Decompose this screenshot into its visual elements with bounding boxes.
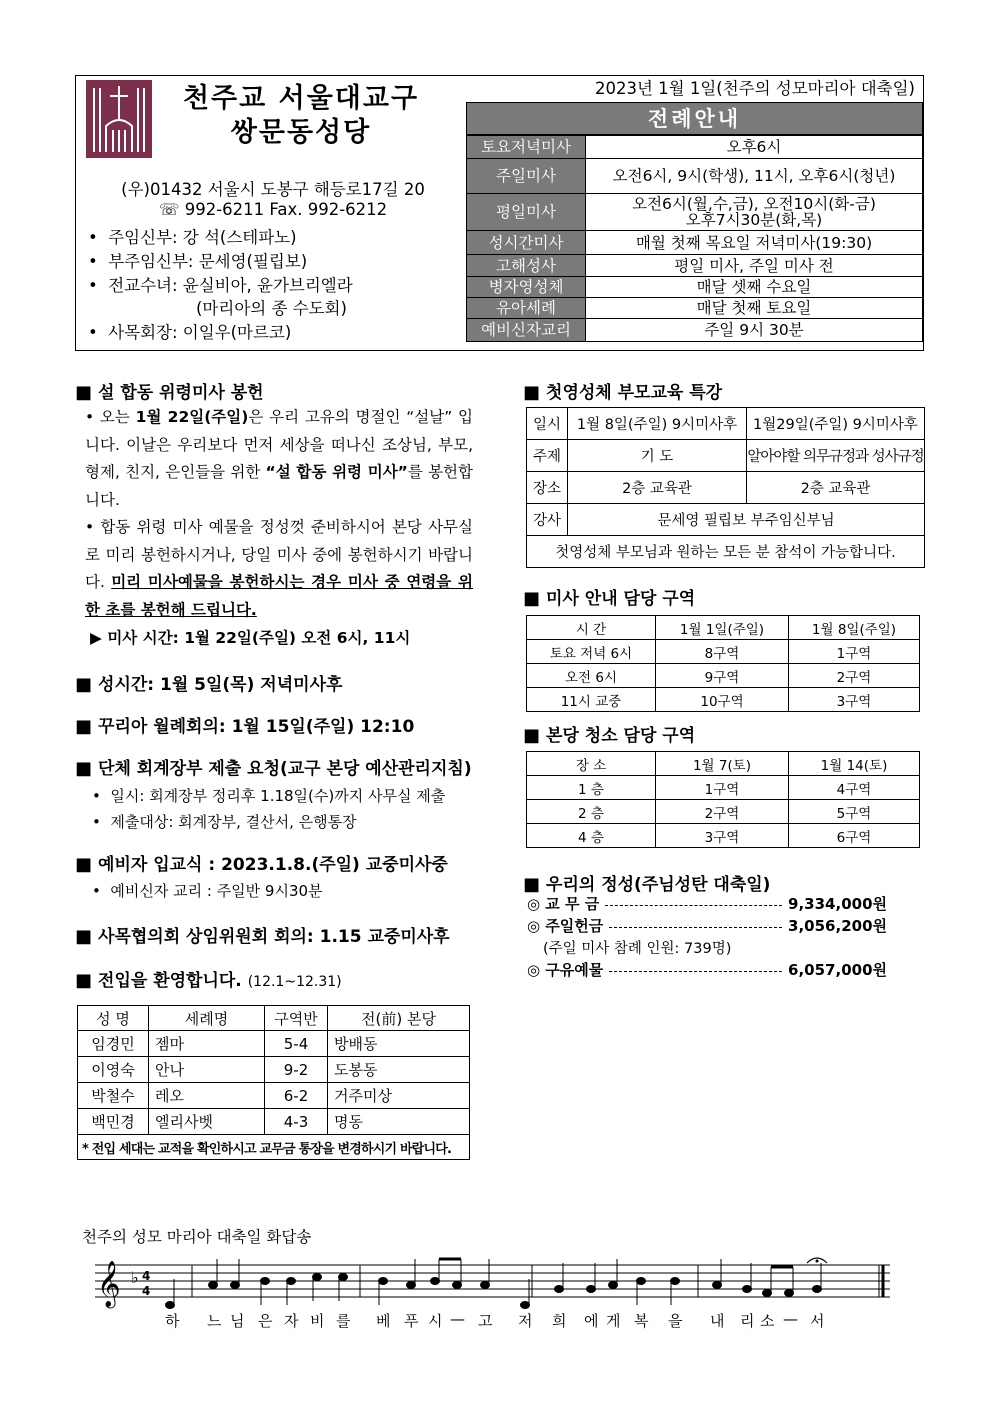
church-name: [176, 82, 426, 150]
lyric-syllable: 내: [710, 1312, 725, 1330]
cell: 안나: [149, 1057, 265, 1083]
offering-value: 6,057,000원: [788, 961, 887, 979]
col-header: 장 소: [527, 752, 656, 776]
lyric-syllable: 게: [606, 1312, 621, 1330]
col-header: 1월 14(토): [789, 752, 920, 776]
church-name-line1: 천주교 서울대교구: [182, 83, 420, 114]
liturgy-value: 오후6시: [586, 136, 923, 159]
text-run-bold: 1월 22일(주일): [135, 408, 249, 426]
lyric-syllable: 희: [552, 1312, 567, 1330]
cell: 5-4: [265, 1031, 328, 1057]
bullet-text: 일시: 회계장부 정리후 1.18일(수)까지 사무실 제출: [110, 787, 446, 805]
flat-icon: ♭: [131, 1268, 139, 1287]
lyrics-line: [95, 1310, 895, 1332]
section-holy-hour-text: 성시간: 1월 5일(목) 저녁미사후: [98, 675, 343, 695]
liturgy-value: 매달 첫째 토요일: [586, 298, 923, 319]
welcome-period: (12.1~12.31): [247, 974, 342, 990]
welcome-note: * 전입 세대는 교적을 확인하시고 교무금 통장을 변경하시기 바랍니다.: [78, 1135, 470, 1160]
staff-3-text: 전교수녀: 윤실비아, 윤가브리엘라: [108, 276, 353, 295]
leader-dots: [609, 927, 782, 928]
section-lunar-mass-text: 설 합동 위령미사 봉헌: [98, 383, 264, 403]
liturgy-value-line1: 오전6시(월,수,금), 오전10시(화-금): [632, 195, 876, 213]
text-run: • 합동 위령 미사 예물을 정성껏 준비하시어 본당 사무실로 미리 봉헌하시거나, 당일 미사 중에 봉헌하시기 바랍니다.: [85, 518, 473, 591]
section-mass-guide-text: 미사 안내 담당 구역: [546, 589, 696, 609]
section-welcome: ■ 전입을 환영합니다. (12.1~12.31): [75, 970, 342, 991]
phone: ☏ 992-6211 Fax. 992-6212: [158, 200, 388, 219]
offering-row-2: [527, 915, 887, 936]
cell: 레오: [149, 1083, 265, 1109]
catechumen-bullet: • 예비신자 교리 : 주일반 9시30분: [92, 882, 323, 900]
lyric-syllable: —: [450, 1310, 465, 1328]
section-cleaning-text: 본당 청소 담당 구역: [546, 726, 696, 746]
lyric-syllable: 님: [230, 1312, 245, 1330]
text-run: 를 봉헌합니다.: [85, 463, 473, 509]
cell: 백민경: [78, 1109, 149, 1135]
cell: 박철수: [78, 1083, 149, 1109]
offering-label: ◎ 구유예물: [527, 961, 604, 979]
staff-2: • 부주임신부: 문세영(필립보): [88, 252, 308, 271]
liturgy-value: 매달 셋째 수요일: [586, 277, 923, 298]
section-catechumen-text: 예비자 입교식 : 2023.1.8.(주일) 교중미사중: [98, 855, 448, 875]
col-header: 성 명: [78, 1006, 149, 1031]
cell: 오전 6시: [527, 664, 656, 688]
music-staff: [95, 1255, 895, 1315]
cell: 3구역: [656, 824, 789, 848]
cell: 11시 교중: [527, 688, 656, 712]
lyric-syllable: 자: [284, 1312, 299, 1330]
cell: 2구역: [789, 664, 920, 688]
col-header: 구역반: [265, 1006, 328, 1031]
cell: 문세영 필립보 부주임신부님: [568, 504, 925, 536]
offering-value: 9,334,000원: [788, 895, 887, 913]
liturgy-value: 오전6시, 9시(학생), 11시, 오후6시(청년): [586, 159, 923, 194]
section-accounts-text: 단체 회계장부 제출 요청(교구 본당 예산관리지침): [98, 759, 472, 779]
cell: 6구역: [789, 824, 920, 848]
cell: 2층 교육관: [568, 472, 747, 504]
liturgy-value: 매월 첫째 목요일 저녁미사(19:30): [586, 231, 923, 255]
header-box: [75, 75, 924, 351]
cell: 4구역: [789, 776, 920, 800]
col-header: 1월 7(토): [656, 752, 789, 776]
cell: 알아야할 의무규정과 성사규정: [747, 440, 925, 472]
section-council: ■ 사목협의회 상임위원회 회의: 1.15 교중미사후: [75, 926, 450, 947]
section-offering-text: 우리의 정성(주님성탄 대축일): [546, 875, 771, 895]
cell: 거주미상: [328, 1083, 470, 1109]
lyric-syllable: 소: [760, 1312, 775, 1330]
section-cleaning: ■ 본당 청소 담당 구역: [523, 725, 696, 746]
section-catechumen: ■ 예비자 입교식 : 2023.1.8.(주일) 교중미사중: [75, 854, 448, 875]
offering-attendance: (주일 미사 참례 인원: 739명): [543, 941, 732, 957]
lyric-syllable: —: [783, 1310, 798, 1328]
section-holy-hour: ■ 성시간: 1월 5일(목) 저녁미사후: [75, 674, 343, 695]
offering-row-3: [527, 959, 887, 980]
liturgy-label: 고해성사: [467, 255, 586, 277]
liturgy-value: 평일 미사, 주일 미사 전: [586, 255, 923, 277]
row-label: 주제: [527, 440, 568, 472]
liturgy-label: 평일미사: [467, 194, 586, 231]
section-curia: ■ 꾸리아 월례회의: 1월 15일(주일) 12:10: [75, 716, 415, 737]
lunar-mass-paragraph-2: [85, 514, 473, 624]
liturgy-title: 전례안내: [466, 102, 923, 135]
staff-4-text: 사목회장: 이일우(마르코): [108, 323, 292, 342]
lyric-syllable: 을: [668, 1312, 683, 1330]
staff-3b: (마리아의 종 수도회): [196, 299, 347, 318]
liturgy-label: 예비신자교리: [467, 319, 586, 342]
cell: 1구역: [789, 640, 920, 664]
leader-dots: [605, 905, 782, 906]
liturgy-value-line2: 오후7시30분(화,목): [685, 211, 823, 229]
lyric-syllable: 에: [584, 1312, 599, 1330]
liturgy-label: 토요저녁미사: [467, 136, 586, 159]
col-header: 1월 8일(주일): [789, 616, 920, 640]
row-label: 일시: [527, 408, 568, 440]
staff-4: • 사목회장: 이일우(마르코): [88, 323, 292, 342]
cell: 3구역: [789, 688, 920, 712]
cell: 엘리사벳: [149, 1109, 265, 1135]
lyric-syllable: 서: [810, 1312, 825, 1330]
welcome-table: [77, 1005, 470, 1160]
time-signature-bottom: 4: [142, 1284, 151, 1298]
col-header: 시 간: [527, 616, 656, 640]
lyric-syllable: 복: [634, 1312, 649, 1330]
lyric-syllable: 고: [478, 1312, 493, 1330]
text-run-bold: “설 합동 위령 미사”: [265, 463, 408, 481]
text-run-bold-underline: 미리 미사예물을 봉헌하시는 경우 미사 중 연령을 위한 초를 봉헌해 드립니다.: [85, 573, 473, 619]
staff-2-text: 부주임신부: 문세영(필립보): [108, 252, 308, 271]
col-header: 세례명: [149, 1006, 265, 1031]
section-accounts: ■ 단체 회계장부 제출 요청(교구 본당 예산관리지침): [75, 758, 472, 779]
lyric-syllable: 비: [310, 1312, 325, 1330]
liturgy-label: 병자영성체: [467, 277, 586, 298]
liturgy-label: 성시간미사: [467, 231, 586, 255]
lyric-syllable: 느: [207, 1312, 222, 1330]
lyric-syllable: 저: [518, 1312, 533, 1330]
section-communion-edu-text: 첫영성체 부모교육 특강: [546, 383, 723, 403]
cell: 4 층: [527, 824, 656, 848]
staff-1: • 주임신부: 강 석(스테파노): [88, 228, 297, 247]
cell: 젬마: [149, 1031, 265, 1057]
text-run: • 오는: [85, 408, 136, 426]
cell: 이영숙: [78, 1057, 149, 1083]
staff-3: • 전교수녀: 윤실비아, 윤가브리엘라: [88, 276, 353, 295]
accounts-bullet-1: • 일시: 회계장부 정리후 1.18일(수)까지 사무실 제출: [92, 787, 446, 805]
cell: 5구역: [789, 800, 920, 824]
cell: 도봉동: [328, 1057, 470, 1083]
lunar-mass-time: ▶ 미사 시간: 1월 22일(주일) 오전 6시, 11시: [90, 629, 411, 647]
staff-1-text: 주임신부: 강 석(스테파노): [108, 228, 297, 247]
communion-edu-note: 첫영성체 부모님과 원하는 모든 분 참석이 가능합니다.: [527, 536, 925, 568]
cell: 토요 저녁 6시: [527, 640, 656, 664]
accounts-bullet-2: • 제출대상: 회계장부, 결산서, 은행통장: [92, 813, 357, 831]
cell: 2구역: [656, 800, 789, 824]
cell: 2층 교육관: [747, 472, 925, 504]
communion-edu-table: [526, 407, 925, 568]
row-label: 강사: [527, 504, 568, 536]
cell: 1구역: [656, 776, 789, 800]
cell: 방배동: [328, 1031, 470, 1057]
offering-label: ◎ 주일헌금: [527, 917, 604, 935]
liturgy-label: 주일미사: [467, 159, 586, 194]
cleaning-table: [526, 751, 920, 848]
section-communion-edu: ■ 첫영성체 부모교육 특강: [523, 382, 723, 403]
row-label: 장소: [527, 472, 568, 504]
cell: 명동: [328, 1109, 470, 1135]
lyric-syllable: 베: [376, 1312, 391, 1330]
church-name-line2: 쌍문동성당: [230, 117, 372, 148]
leader-dots: [609, 971, 782, 972]
cell: 4-3: [265, 1109, 328, 1135]
cell: 1월 8일(주일) 9시미사후: [568, 408, 747, 440]
lyric-syllable: 를: [336, 1312, 351, 1330]
liturgy-label: 유아세례: [467, 298, 586, 319]
section-curia-text: 꾸리아 월례회의: 1월 15일(주일) 12:10: [98, 717, 415, 737]
cell: 임경민: [78, 1031, 149, 1057]
offering-row-1: [527, 893, 887, 914]
col-header: 전(前) 본당: [328, 1006, 470, 1031]
section-lunar-mass-title: ■ 설 합동 위령미사 봉헌: [75, 382, 264, 403]
section-council-text: 사목협의회 상임위원회 회의: 1.15 교중미사후: [98, 927, 450, 947]
address: (우)01432 서울시 도봉구 해등로17길 20: [121, 180, 425, 199]
bulletin-date: 2023년 1월 1일(천주의 성모마리아 대축일): [595, 79, 915, 98]
cell: 1월29일(주일) 9시미사후: [747, 408, 925, 440]
cell: 9구역: [656, 664, 789, 688]
lyric-syllable: 푸: [404, 1312, 419, 1330]
cell: 기 도: [568, 440, 747, 472]
cell: 1 층: [527, 776, 656, 800]
lyric-syllable: 하: [165, 1312, 180, 1330]
bullet-text: 제출대상: 회계장부, 결산서, 은행통장: [110, 813, 357, 831]
cell: 9-2: [265, 1057, 328, 1083]
time-signature-top: 4: [142, 1269, 151, 1283]
cell: 2 층: [527, 800, 656, 824]
liturgy-value: [586, 194, 923, 231]
offering-label: ◎ 교 무 금: [527, 895, 600, 913]
treble-clef-icon: 𝄞: [97, 1261, 121, 1307]
liturgy-table: [466, 135, 923, 342]
section-welcome-text: 전입을 환영합니다.: [98, 971, 242, 991]
lyric-syllable: 리: [740, 1312, 755, 1330]
offering-value: 3,056,200원: [788, 917, 887, 935]
psalm-title: 천주의 성모 마리아 대축일 화답송: [82, 1228, 312, 1246]
liturgy-value: 주일 9시 30분: [586, 319, 923, 342]
church-logo: [86, 80, 152, 158]
text-run: 은 우리 고유의 명절인 “설날” 입니다. 이날은 우리보다 먼저 세상을 떠나신 조상님, 부모, 형제, 친지, 은인들을 위한: [85, 408, 474, 481]
cell: 10구역: [656, 688, 789, 712]
cell: 8구역: [656, 640, 789, 664]
lyric-syllable: 시: [428, 1312, 443, 1330]
lunar-mass-paragraph-1: [85, 404, 473, 514]
col-header: 1월 1일(주일): [656, 616, 789, 640]
mass-guide-table: [526, 615, 920, 712]
lyric-syllable: 은: [258, 1312, 273, 1330]
section-offering: ■ 우리의 정성(주님성탄 대축일): [523, 874, 771, 895]
section-mass-guide: ■ 미사 안내 담당 구역: [523, 588, 696, 609]
cell: 6-2: [265, 1083, 328, 1109]
bullet-text: 예비신자 교리 : 주일반 9시30분: [110, 882, 323, 900]
